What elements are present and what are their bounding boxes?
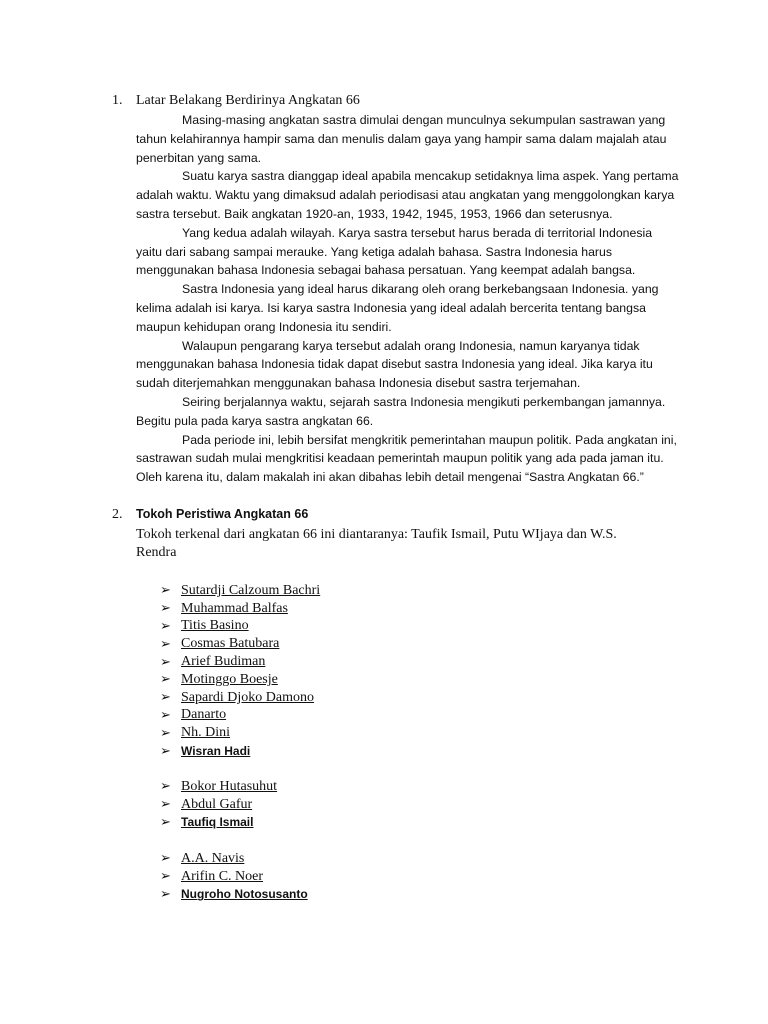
- author-list-2: [160, 778, 277, 831]
- arrow-bullet-icon: ➢: [160, 583, 171, 599]
- section-2-intro: Tokoh terkenal dari angkatan 66 ini diantaranya: Taufik Ismail, Putu WIjaya dan W.S. Rendra: [136, 527, 617, 560]
- author-link[interactable]: Cosmas Batubara: [181, 636, 280, 652]
- list-item: [160, 600, 320, 618]
- section-1-title: Latar Belakang Berdirinya Angkatan 66: [136, 93, 360, 108]
- arrow-bullet-icon: ➢: [160, 654, 171, 670]
- author-link[interactable]: Abdul Gafur: [181, 796, 253, 812]
- list-item: [160, 796, 277, 814]
- author-link[interactable]: Sapardi Djoko Damono: [181, 689, 314, 705]
- arrow-bullet-icon: ➢: [160, 636, 171, 652]
- author-link[interactable]: A.A. Navis: [181, 850, 245, 866]
- list-item: [160, 778, 277, 796]
- paragraph: Sastra Indonesia yang ideal harus dikarang oleh orang berkebangsaan Indonesia. yang kelima adalah isi karya. Isi karya sastra Indonesia yang ideal adalah bercerita tentang bangsa maupun kehidupan orang Indonesia itu sendiri.: [136, 282, 659, 334]
- arrow-bullet-icon: ➢: [160, 672, 171, 688]
- author-link[interactable]: Muhammad Balfas: [181, 600, 288, 616]
- list-item: [160, 618, 320, 636]
- author-list-3: [160, 850, 308, 903]
- author-link[interactable]: Sutardji Calzoum Bachri: [181, 582, 321, 598]
- section-2-number: 2.: [112, 507, 123, 522]
- arrow-bullet-icon: ➢: [160, 707, 171, 723]
- list-item: [160, 724, 320, 742]
- arrow-bullet-icon: ➢: [160, 725, 171, 741]
- list-item: [160, 850, 308, 868]
- list-item: [160, 653, 320, 671]
- author-link[interactable]: Nugroho Notosusanto: [181, 887, 308, 902]
- paragraph: Yang kedua adalah wilayah. Karya sastra tersebut harus berada di territorial Indonesia yaitu dari sabang sampai merauke. Yang ketiga adalah bahasa. Sastra Indonesia harus menggunakan bahasa Indonesia sebagai bahasa persatuan. Yang keempat adalah bangsa.: [136, 225, 653, 278]
- paragraph: Suatu karya sastra dianggap ideal apabila mencakup setidaknya lima aspek. Yang pertama adalah waktu. Waktu yang dimaksud adalah periodisasi atau angkatan yang menggolongkan karya sastra tersebut. Baik angkatan 1920-an, 1933, 1942, 1945, 1953, 1966 dan seterusnya.: [136, 169, 679, 221]
- arrow-bullet-icon: ➢: [160, 690, 171, 706]
- list-item: [160, 635, 320, 653]
- section-1-heading: [112, 93, 360, 109]
- author-link[interactable]: Wisran Hadi: [181, 744, 251, 759]
- arrow-bullet-icon: ➢: [160, 779, 171, 795]
- list-item: [160, 742, 320, 760]
- author-link[interactable]: Nh. Dini: [181, 725, 230, 741]
- author-link[interactable]: Bokor Hutasuhut: [181, 778, 278, 794]
- section-2-heading: [112, 507, 308, 523]
- section-1-body: [136, 111, 680, 487]
- arrow-bullet-icon: ➢: [160, 618, 171, 634]
- arrow-bullet-icon: ➢: [160, 743, 171, 759]
- author-list-1: [160, 582, 320, 760]
- list-item: [160, 868, 308, 886]
- arrow-bullet-icon: ➢: [160, 869, 171, 885]
- section-1-number: 1.: [112, 93, 123, 108]
- arrow-bullet-icon: ➢: [160, 814, 171, 830]
- arrow-bullet-icon: ➢: [160, 851, 171, 867]
- paragraph: Seiring berjalannya waktu, sejarah sastra Indonesia mengikuti perkembangan jamannya. Begitu pula pada karya sastra angkatan 66.: [136, 394, 666, 428]
- list-item: [160, 814, 277, 832]
- arrow-bullet-icon: ➢: [160, 797, 171, 813]
- author-link[interactable]: Arifin C. Noer: [181, 868, 264, 884]
- paragraph: Pada periode ini, lebih bersifat mengkritik pemerintahan maupun politik. Pada angkatan ini, sastrawan sudah mulai mengkritisi keadaan pemerintah maupun politik yang ada pada jaman itu. Oleh karena itu, dalam makalah ini akan dibahas lebih detail mengenai “Sastra Angkatan 66.”: [136, 432, 677, 485]
- list-item: [160, 689, 320, 707]
- paragraph: Masing-masing angkatan sastra dimulai dengan munculnya sekumpulan sastrawan yang tahun kelahirannya hampir sama dan menulis dalam gaya yang hampir sama dalam majalah atau penerbitan yang sama.: [136, 113, 667, 165]
- section-2-title: Tokoh Peristiwa Angkatan 66: [136, 507, 309, 521]
- author-link[interactable]: Arief Budiman: [181, 654, 266, 670]
- arrow-bullet-icon: ➢: [160, 886, 171, 902]
- author-link[interactable]: Titis Basino: [181, 618, 249, 634]
- author-link[interactable]: Motinggo Boesje: [181, 671, 278, 687]
- list-item: [160, 886, 308, 904]
- list-item: [160, 582, 320, 600]
- author-link[interactable]: Taufiq Ismail: [181, 815, 254, 830]
- author-link[interactable]: Danarto: [181, 707, 227, 723]
- list-item: [160, 671, 320, 689]
- paragraph: Walaupun pengarang karya tersebut adalah orang Indonesia, namun karyanya tidak menggunakan bahasa Indonesia tidak dapat disebut sastra Indonesia yang ideal. Jika karya itu sudah diterjemahkan menggunakan bahasa Indonesia disebut sastra terjemahan.: [136, 338, 653, 391]
- list-item: [160, 707, 320, 725]
- arrow-bullet-icon: ➢: [160, 601, 171, 617]
